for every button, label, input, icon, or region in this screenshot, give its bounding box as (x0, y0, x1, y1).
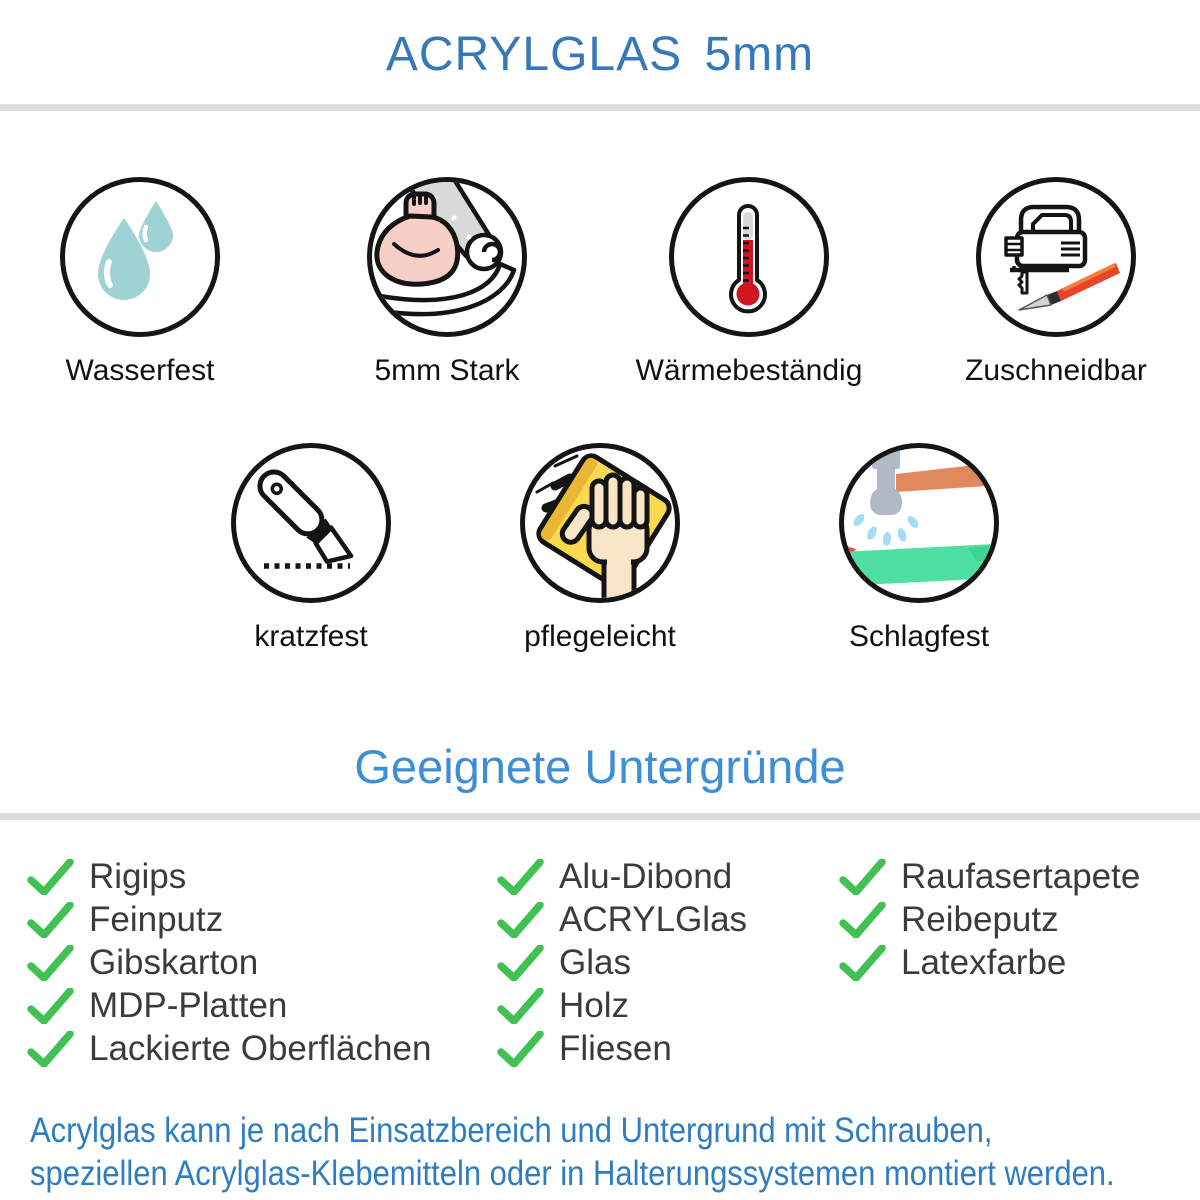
list-item (27, 859, 431, 895)
mounting-note-line1: Acrylglas kann je nach Einsatzbereich und Untergrund mit Schrauben, (30, 1111, 993, 1150)
kratzfest-badge (231, 443, 391, 603)
check-icon (497, 988, 544, 1024)
list-item-label: Rigips (89, 857, 187, 896)
wasserfest-badge (60, 177, 220, 337)
hand-cloth-icon (525, 448, 675, 598)
list-item (27, 1031, 431, 1067)
list-item (497, 988, 747, 1024)
list-item-label: ACRYLGlas (559, 900, 748, 939)
check-icon (497, 902, 544, 938)
stark-badge (367, 177, 527, 337)
check-icon (839, 859, 886, 895)
feature-5mm-stark (307, 177, 587, 390)
hammer-impact-icon (844, 448, 994, 598)
list-item (27, 902, 431, 938)
list-item (839, 859, 1140, 895)
water-drops-icon (65, 182, 215, 332)
list-item (27, 988, 431, 1024)
check-icon (27, 1031, 74, 1067)
list-item-label: Alu-Dibond (559, 857, 733, 896)
feature-schlagfest (779, 443, 1059, 656)
feature-label: Wärmebeständig (635, 354, 863, 387)
list-item (497, 945, 747, 981)
pflegeleicht-badge (520, 443, 680, 603)
check-icon (839, 902, 886, 938)
schlagfest-badge (839, 443, 999, 603)
list-item-label: Lackierte Oberflächen (89, 1029, 432, 1068)
top-divider (0, 104, 1200, 111)
page-title: ACRYLGLAS 5mm (385, 28, 815, 81)
list-item (497, 1031, 747, 1067)
list-item (27, 945, 431, 981)
feature-label: kratzfest (254, 620, 368, 653)
feature-label: Zuschneidbar (965, 354, 1147, 387)
list-item-label: Holz (559, 986, 630, 1025)
waerme-badge (669, 177, 829, 337)
feature-wasserfest (0, 177, 280, 390)
mounting-note (30, 1109, 1200, 1195)
substrates-heading: Geeignete Untergründe (354, 740, 846, 793)
check-icon (27, 945, 74, 981)
utility-knife-icon (236, 448, 386, 598)
list-item (497, 902, 747, 938)
list-item-label: Feinputz (89, 900, 224, 939)
check-icon (27, 988, 74, 1024)
feature-label: 5mm Stark (374, 354, 520, 387)
feature-kratzfest (171, 443, 451, 656)
zuschneidbar-badge (976, 177, 1136, 337)
check-icon (27, 859, 74, 895)
list-item-label: Latexfarbe (901, 943, 1067, 982)
feature-waermebestaendig (609, 177, 889, 390)
list-item-label: Fliesen (559, 1029, 672, 1068)
list-item (839, 902, 1140, 938)
feature-label: pflegeleicht (524, 620, 676, 653)
check-icon (497, 859, 544, 895)
jigsaw-cutter-icon (981, 182, 1131, 332)
substrates-column-3 (839, 859, 1140, 988)
check-icon (497, 1031, 544, 1067)
feature-label: Schlagfest (848, 620, 990, 653)
list-item-label: Raufasertapete (901, 857, 1141, 896)
check-icon (839, 945, 886, 981)
check-icon (497, 945, 544, 981)
thermometer-icon (674, 182, 824, 332)
list-item (497, 859, 747, 895)
flexed-arm-sheet-icon (372, 182, 522, 332)
substrates-column-1 (27, 859, 431, 1074)
list-item-label: Reibeputz (901, 900, 1059, 939)
list-item-label: Gibskarton (89, 943, 259, 982)
list-item-label: MDP-Platten (89, 986, 288, 1025)
substrates-column-2 (497, 859, 747, 1074)
mounting-note-line2: speziellen Acrylglas-Klebemitteln oder in Halterungssystemen montiert werden. (30, 1154, 1115, 1193)
feature-pflegeleicht (460, 443, 740, 656)
middle-divider (0, 813, 1200, 820)
check-icon (27, 902, 74, 938)
feature-zuschneidbar (916, 177, 1196, 390)
list-item-label: Glas (559, 943, 631, 982)
list-item (839, 945, 1140, 981)
feature-label: Wasserfest (65, 354, 215, 387)
